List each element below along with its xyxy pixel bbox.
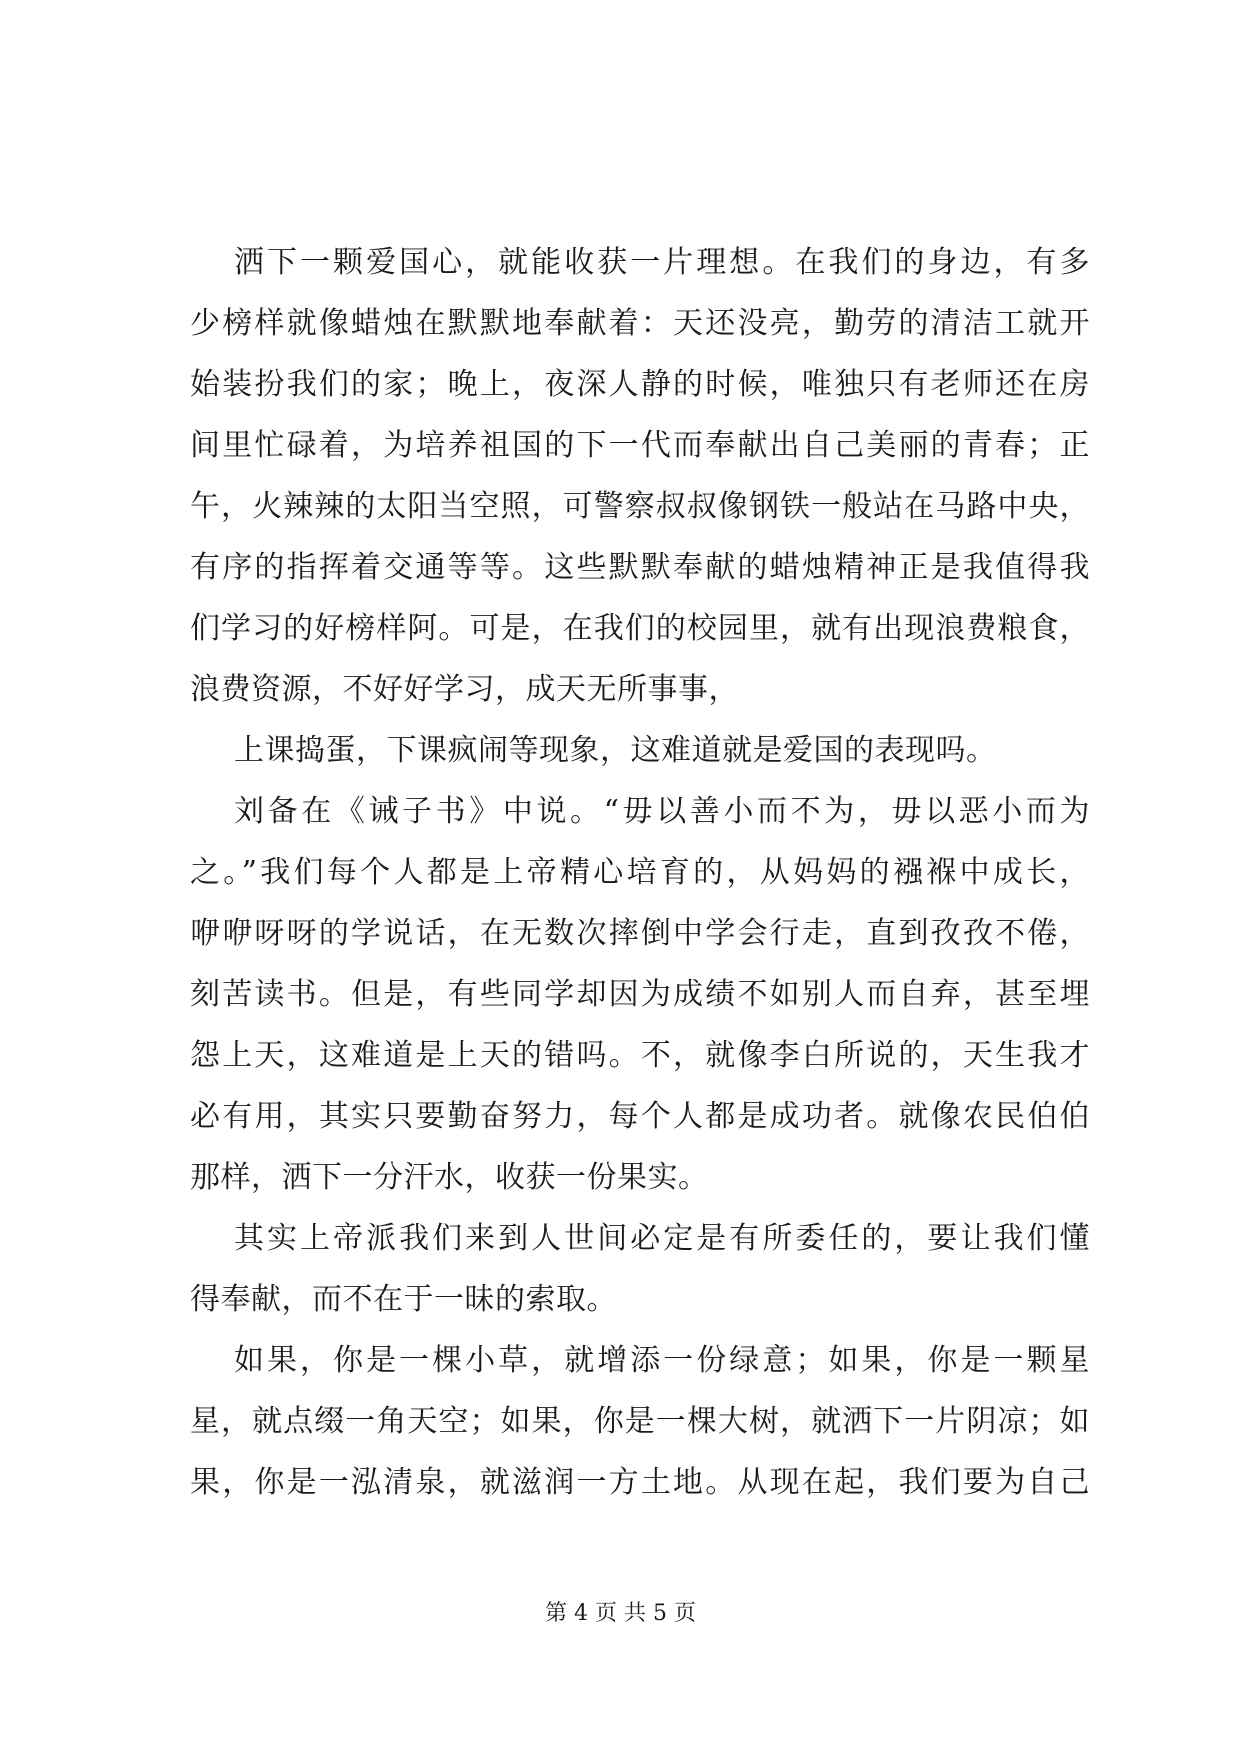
- text-line: 上课捣蛋，下课疯闹等现象，这难道就是爱国的表现吗。: [234, 733, 997, 768]
- text-line: 星，就点缀一角天空；如果，你是一棵大树，就洒下一片阴凉；如: [190, 1404, 1090, 1439]
- text-line: 刘备在《诫子书》中说。“毋以善小而不为，毋以恶小而为: [234, 794, 1090, 829]
- text-line: 那样，洒下一分汗水，收获一份果实。: [190, 1160, 709, 1195]
- text-line: 怨上天，这难道是上天的错吗。不，就像李白所说的，天生我才: [190, 1038, 1090, 1073]
- text-line: 必有用，其实只要勤奋努力，每个人都是成功者。就像农民伯伯: [190, 1099, 1090, 1134]
- text-line: 间里忙碌着，为培养祖国的下一代而奉献出自己美丽的青春；正: [190, 428, 1090, 463]
- text-line: 有序的指挥着交通等等。这些默默奉献的蜡烛精神正是我值得我: [190, 550, 1090, 585]
- text-line: 少榜样就像蜡烛在默默地奉献着：天还没亮，勤劳的清洁工就开: [190, 306, 1090, 341]
- page-footer: 第 4 页 共 5 页: [545, 1601, 696, 1626]
- text-line: 始装扮我们的家；晚上，夜深人静的时候，唯独只有老师还在房: [190, 367, 1090, 402]
- body-text: [190, 232, 1090, 1513]
- text-line: 得奉献，而不在于一昧的索取。: [190, 1282, 617, 1317]
- text-line: 刻苦读书。但是，有些同学却因为成绩不如别人而自弃，甚至埋: [190, 977, 1090, 1012]
- text-line: 午，火辣辣的太阳当空照，可警察叔叔像钢铁一般站在马路中央，: [190, 489, 1090, 524]
- text-line: 咿咿呀呀的学说话，在无数次摔倒中学会行走，直到孜孜不倦，: [190, 916, 1090, 951]
- text-line: 如果，你是一棵小草，就增添一份绿意；如果，你是一颗星: [234, 1343, 1090, 1378]
- text-line: 洒下一颗爱国心，就能收获一片理想。在我们的身边，有多: [234, 245, 1090, 280]
- text-line: 浪费资源，不好好学习，成天无所事事，: [190, 672, 739, 707]
- text-line: 之。”我们每个人都是上帝精心培育的，从妈妈的襁褓中成长，: [190, 855, 1090, 890]
- text-line: 其实上帝派我们来到人世间必定是有所委任的，要让我们懂: [234, 1221, 1090, 1256]
- text-line: 果，你是一泓清泉，就滋润一方土地。从现在起，我们要为自己: [190, 1465, 1090, 1500]
- text-line: 们学习的好榜样阿。可是，在我们的校园里，就有出现浪费粮食，: [190, 611, 1090, 646]
